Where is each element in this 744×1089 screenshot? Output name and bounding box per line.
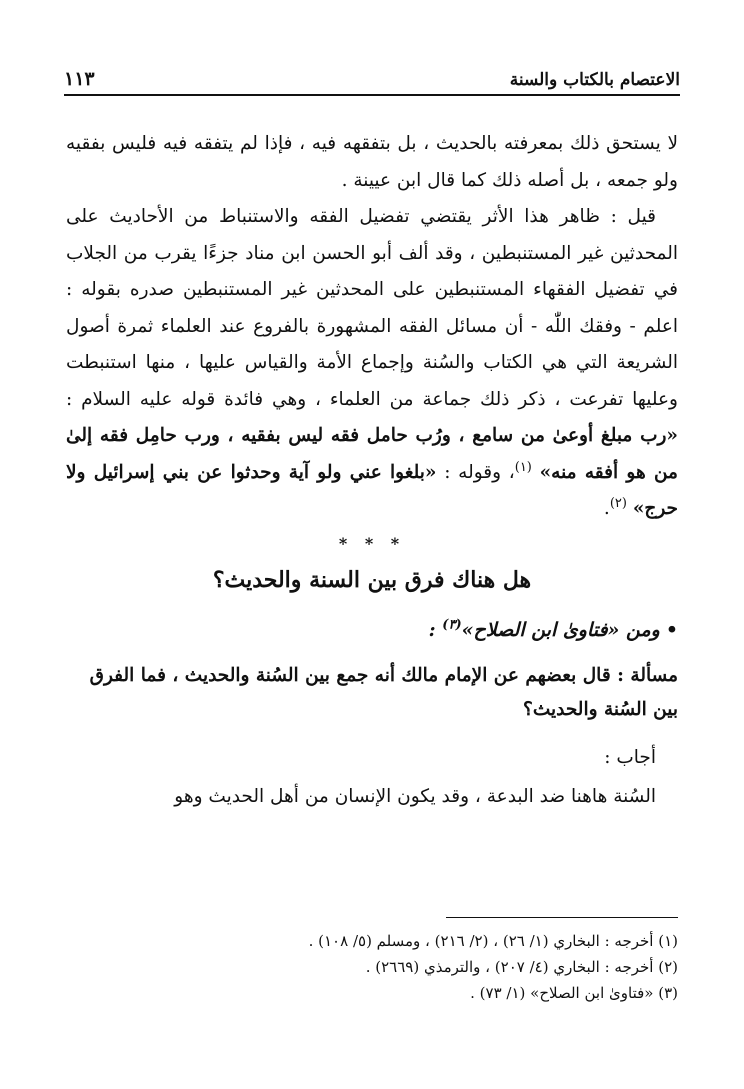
footnote-ref-2: (٢) bbox=[609, 495, 627, 511]
question-text: قال بعضهم عن الإمام مالك أنه جمع بين السُنة والحديث ، فما الفرق بين السُنة والحديث؟ bbox=[89, 664, 678, 720]
footnotes bbox=[66, 928, 678, 1006]
footnote-1: (١) أخرجه : البخاري (١/ ٢٦) ، (٢/ ٢١٦) ، ومسلم (٥/ ١٠٨) . bbox=[308, 932, 678, 950]
running-header bbox=[64, 60, 680, 96]
footnote-ref-3: (٣) bbox=[442, 617, 462, 633]
paragraph-connector: ، وقوله : bbox=[444, 461, 515, 483]
paragraph-continued: لا يستحق ذلك بمعرفته بالحديث ، بل بتفقهه فيه ، فإذا لم يتفقه فيه فليس بفقيه ولو جمعه ، بل أصله ذلك كما قال ابن عيينة . bbox=[66, 133, 678, 191]
source-citation-line bbox=[66, 615, 678, 645]
footnote-divider bbox=[446, 917, 678, 918]
paragraph-end: . bbox=[603, 498, 610, 519]
hadith-quote-1: «رب مبلغ أوعىٰ من سامع ، ورُب حامل فقه ليس بفقيه ، ورب حامِل فقه إلىٰ من هو أفقه منه» bbox=[66, 425, 678, 483]
footnote-2: (٢) أخرجه : البخاري (٤/ ٢٠٧) ، والترمذي (٢٦٦٩) . bbox=[365, 958, 678, 976]
question-label: مسألة : bbox=[617, 664, 678, 686]
section-separator: * * * bbox=[338, 533, 406, 553]
paragraph-qila bbox=[66, 199, 678, 528]
running-title: الاعتصام بالكتاب والسنة bbox=[509, 70, 680, 90]
page-number: ١١٣ bbox=[64, 68, 95, 90]
source-citation-colon: : bbox=[428, 618, 436, 641]
footnote-3: (٣) «فتاوىٰ ابن الصلاح» (١/ ٧٣) . bbox=[470, 984, 678, 1002]
question-block bbox=[66, 659, 678, 727]
bullet-icon: • bbox=[665, 618, 678, 641]
main-text bbox=[66, 126, 678, 815]
source-citation-text: ومن «فتاوىٰ ابن الصلاح» bbox=[461, 618, 660, 641]
footnote-ref-1: (١) bbox=[514, 459, 532, 475]
section-heading: هل هناك فرق بين السنة والحديث؟ bbox=[212, 566, 532, 593]
answer-label: أجاب : bbox=[604, 746, 656, 768]
hadith-quote-2: «بلغوا عني ولو آية وحدثوا عن بني إسرائيل ولا حرج» bbox=[66, 461, 678, 519]
answer-text: السُنة هاهنا ضد البدعة ، وقد يكون الإنسان من أهل الحديث وهو bbox=[174, 785, 656, 807]
paragraph-text: قيل : ظاهر هذا الأثر يقتضي تفضيل الفقه والاستنباط من الأحاديث على المحدثين غير المستنبطين ، وقد ألف أبو الحسن ابن مناد جزءًا يقرب من الجلاب في تفضيل الفقهاء المستنبطين على المحدثين غير المستنبطين صدره بقوله : اعلم - وفقك اللّٰه - أن مسائل الفقه المشهورة بالفروع عند العلماء ثمرة أصول الشريعة التي هي الكتاب والسُنة وإجماع الأمة والقياس عليها ، منها استنبطت وعليها تفرعت ، ذكر ذلك جماعة من العلماء ، وهي فائدة قوله عليه السلام : bbox=[66, 206, 678, 410]
